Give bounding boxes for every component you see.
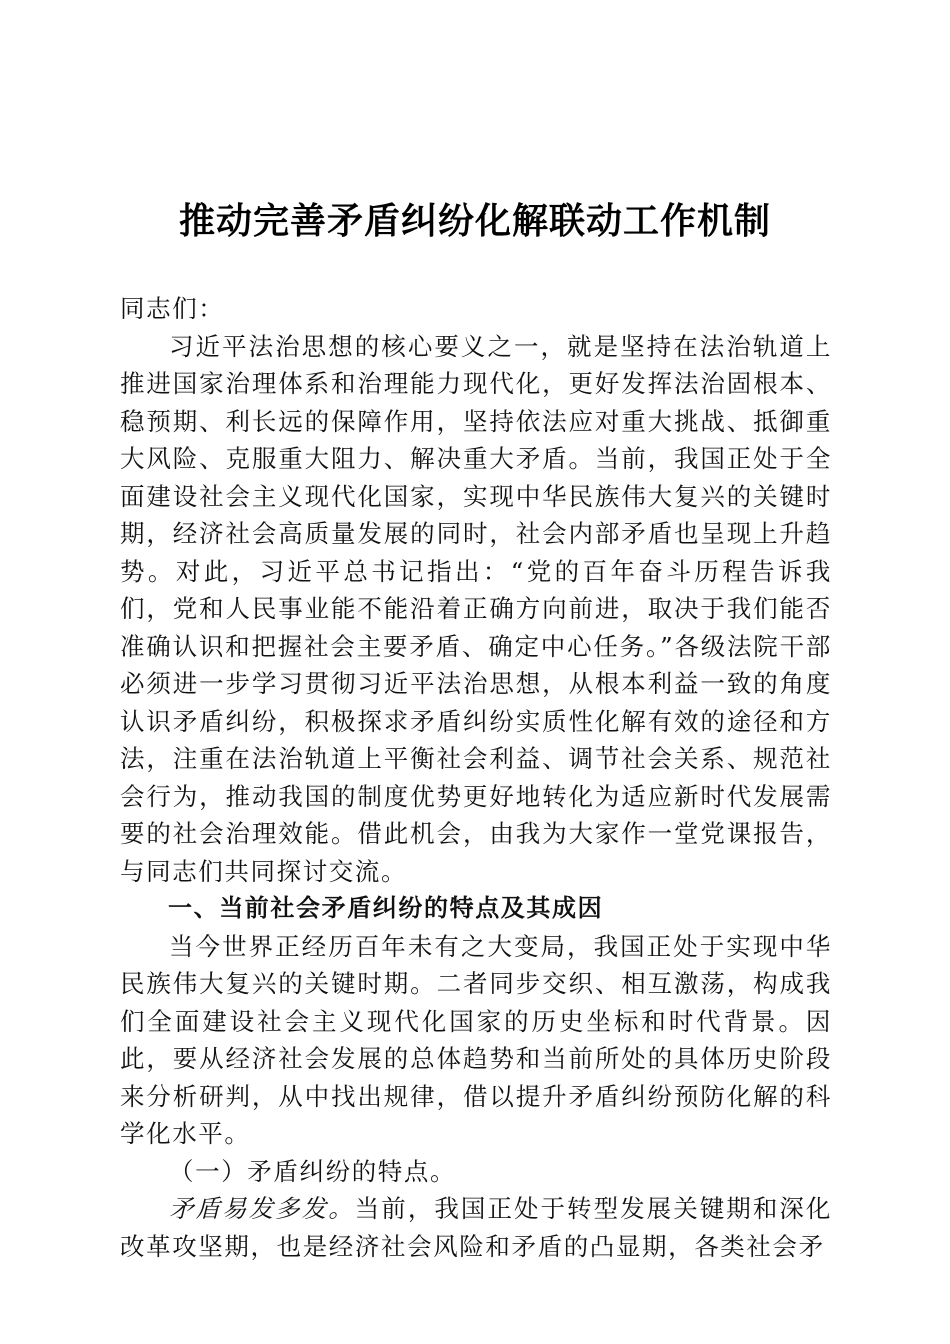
paragraph-intro: 习近平法治思想的核心要义之一，就是坚持在法治轨道上推进国家治理体系和治理能力现代化，更好发挥法治固根本、稳预期、利长远的保障作用，坚持依法应对重大挑战、抵御重大风险、克服重大阻力、解决重大矛盾。当前，我国正处于全面建设社会主义现代化国家，实现中华民族伟大复兴的关键时期，经济社会高质量发展的同时，社会内部矛盾也呈现上升趋势。对此，习近平总书记指出：“党的百年奋斗历程告诉我们，党和人民事业能不能沿着正确方向前进，取决于我们能否准确认识和把握社会主要矛盾、确定中心任务。”各级法院干部必须进一步学习贯彻习近平法治思想，从根本利益一致的角度认识矛盾纠纷，积极探求矛盾纠纷实质性化解有效的途径和方法，注重在法治轨道上平衡社会利益、调节社会关系、规范社会行为，推动我国的制度优势更好地转化为适应新时代发展需要的社会治理效能。借此机会，由我为大家作一堂党课报告，与同志们共同探讨交流。 bbox=[120, 331, 832, 886]
paragraph-lead-phrase: 矛盾易发多发。 bbox=[169, 1194, 355, 1223]
paragraph-continuation: 当前，我国正处于转型发展关键期和深化改革攻坚期，也是经济社会风险和矛盾的凸显期，各类社会矛 bbox=[120, 1194, 832, 1261]
paragraph-subsection-1 bbox=[120, 1190, 832, 1265]
document-body bbox=[120, 290, 832, 1265]
section-heading-1: 一、当前社会矛盾纠纷的特点及其成因 bbox=[168, 894, 604, 922]
paragraph-section-1: 当今世界正经历百年未有之大变局，我国正处于实现中华民族伟大复兴的关键时期。二者同步交织、相互激荡，构成我们全面建设社会主义现代化国家的历史坐标和时代背景。因此，要从经济社会发展的总体趋势和当前所处的具体历史阶段来分析研判，从中找出规律，借以提升矛盾纠纷预防化解的科学化水平。 bbox=[120, 931, 832, 1148]
subsection-heading-1: （一）矛盾纠纷的特点。 bbox=[169, 1156, 457, 1186]
salutation: 同志们： bbox=[120, 294, 225, 323]
document-title: 推动完善矛盾纠纷化解联动工作机制 bbox=[178, 200, 771, 242]
